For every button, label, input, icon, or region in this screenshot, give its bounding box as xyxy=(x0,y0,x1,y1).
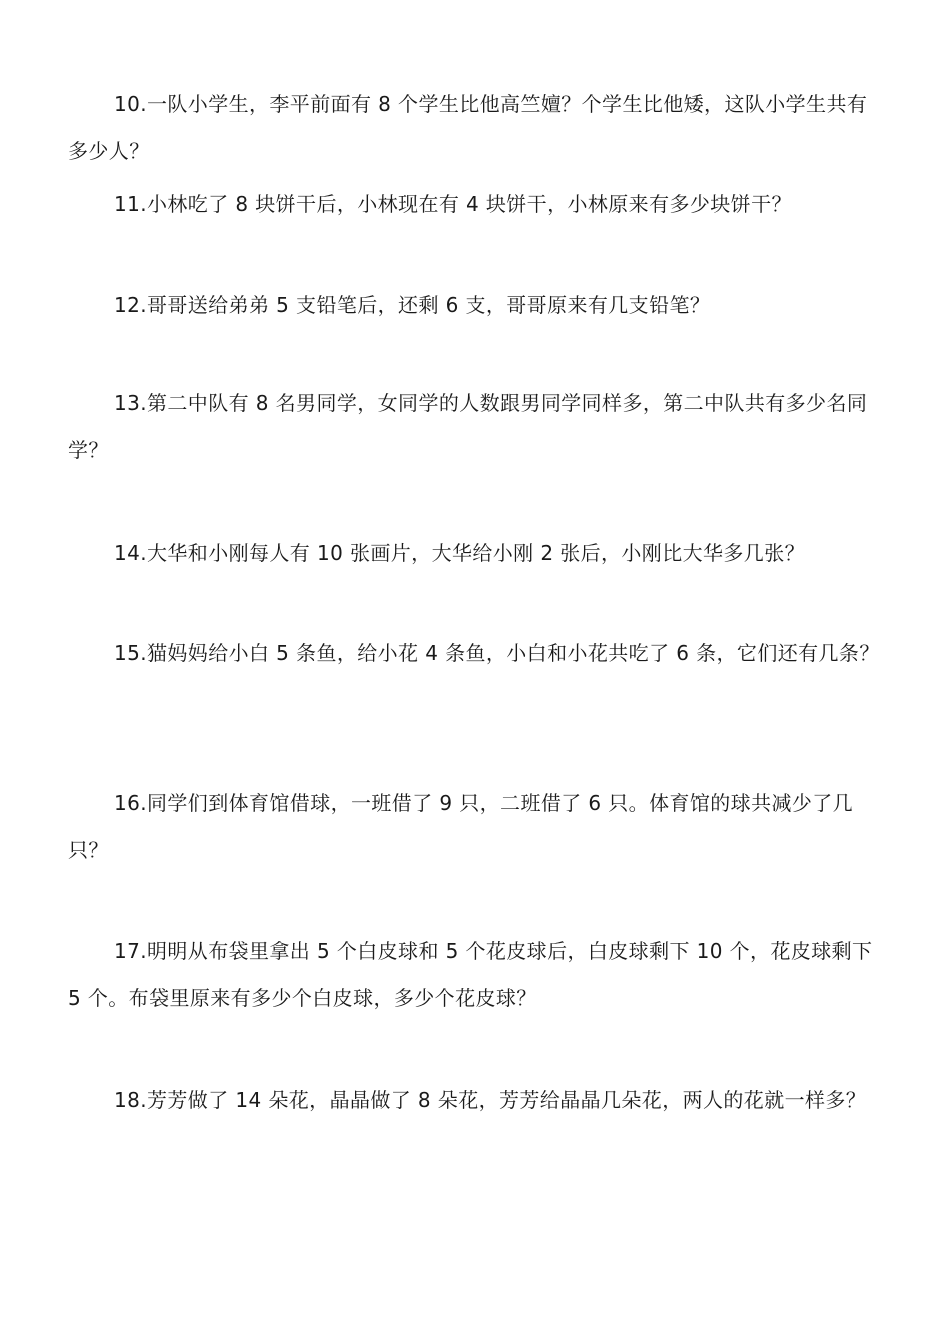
problem-18: 18.芳芳做了 14 朵花，晶晶做了 8 朵花，芳芳给晶晶几朵花，两人的花就一样多？ xyxy=(114,1088,867,1112)
problem-14: 14.大华和小刚每人有 10 张画片，大华给小刚 2 张后，小刚比大华多几张？ xyxy=(114,541,806,565)
problem-12: 12.哥哥送给弟弟 5 支铅笔后，还剩 6 支，哥哥原来有几支铅笔？ xyxy=(114,293,711,317)
problem-17: 17.明明从布袋里拿出 5 个白皮球和 5 个花皮球后，白皮球剩下 10 个，花皮球剩下 5 个。布袋里原来有多少个白皮球，多少个花皮球？ xyxy=(68,939,873,1010)
problem-15: 15.猫妈妈给小白 5 条鱼，给小花 4 条鱼，小白和小花共吃了 6 条，它们还有几条？ xyxy=(114,641,880,665)
problem-10: 10.一队小学生，李平前面有 8 个学生比他高竺嬗？个学生比他矮，这队小学生共有多少人？ xyxy=(68,92,868,163)
problem-13: 13.第二中队有 8 名男同学，女同学的人数跟男同学同样多，第二中队共有多少名同学？ xyxy=(68,391,868,462)
problem-16: 16.同学们到体育馆借球，一班借了 9 只，二班借了 6 只。体育馆的球共减少了几只？ xyxy=(68,791,854,862)
problem-11: 11.小林吃了 8 块饼干后，小林现在有 4 块饼干，小林原来有多少块饼干？ xyxy=(114,192,792,216)
